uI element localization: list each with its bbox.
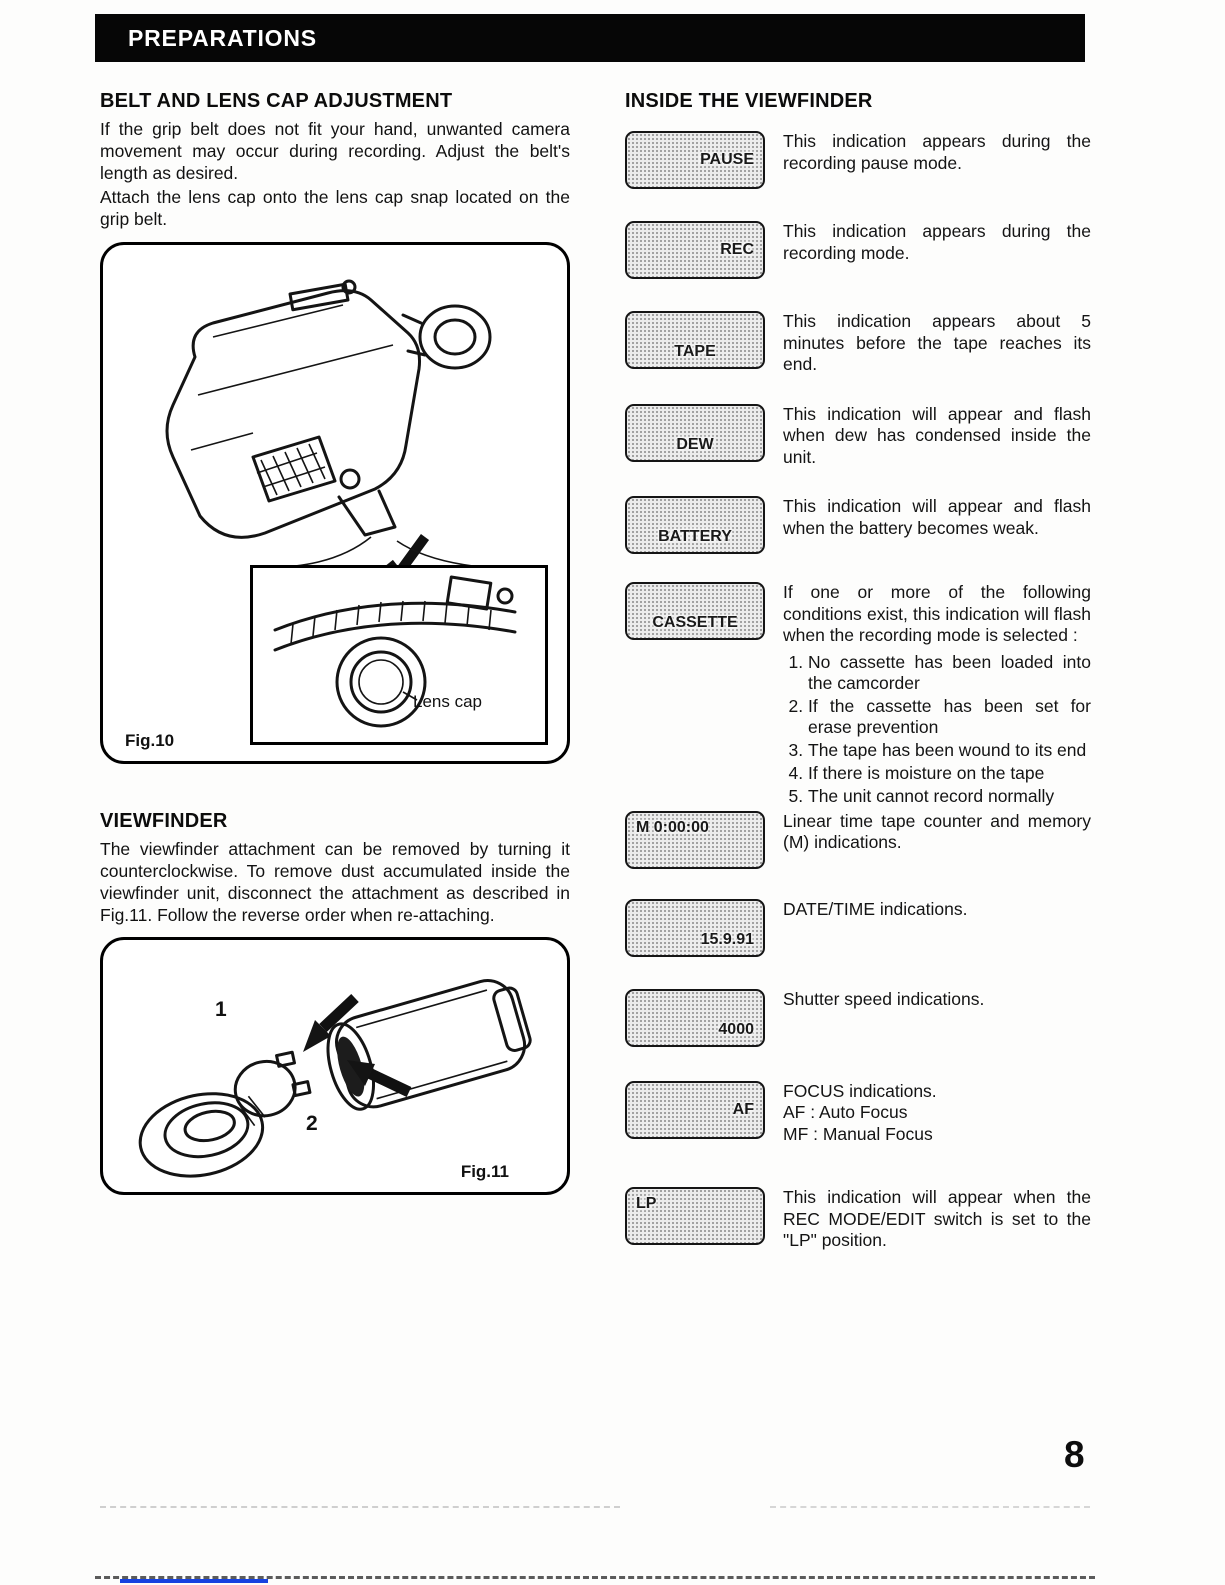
shutter-speed-indicator	[625, 989, 765, 1047]
indicator-row-lp	[625, 1187, 1091, 1252]
focus-indicator	[625, 1081, 765, 1139]
cassette-condition-3: 3. The tape has been wound to its end	[808, 740, 1091, 761]
rec-description: This indication appears during the recording mode.	[783, 221, 1091, 263]
dew-indicator-label: DEW	[676, 435, 714, 453]
indicator-row-focus	[625, 1081, 1091, 1146]
lp-indicator-label: LP	[636, 1195, 657, 1213]
tape-indicator-label: TAPE	[674, 343, 716, 360]
lens-cap-illustration	[253, 568, 545, 742]
cassette-description-text: If one or more of the following conditions exist, this indication will flash when the recording mode is selected :	[783, 582, 1091, 646]
date-time-indicator	[625, 899, 765, 957]
page-header	[95, 14, 1085, 62]
pause-indicator-label: PAUSE	[700, 151, 754, 168]
left-column	[100, 90, 570, 1195]
indicator-row-rec	[625, 221, 1091, 279]
indicator-row-counter	[625, 811, 1091, 869]
figure-10-label: Fig.10	[125, 731, 175, 751]
focus-mf-line: MF : Manual Focus	[783, 1123, 933, 1144]
step-2-number: 2	[306, 1111, 318, 1135]
cassette-indicator-label: CASSETTE	[652, 614, 738, 632]
indicator-list	[625, 131, 1091, 1252]
indicator-row-battery	[625, 496, 1091, 554]
cassette-condition-2: 2. If the cassette has been set for erase prevention	[808, 696, 1091, 738]
page-number: 8	[1064, 1434, 1085, 1475]
figure-10	[100, 242, 570, 764]
shutter-speed-label: 4000	[718, 1020, 754, 1038]
page-header-title: PREPARATIONS	[128, 25, 317, 51]
cassette-condition-4: 4. If there is moisture on the tape	[808, 763, 1091, 784]
focus-af-line: AF : Auto Focus	[783, 1102, 908, 1123]
step-1-number: 1	[215, 997, 227, 1021]
tape-counter-label: M 0:00:00	[636, 818, 709, 836]
dew-description: This indication will appear and flash when dew has condensed inside the unit.	[783, 403, 1091, 467]
battery-description: This indication will appear and flash when the battery becomes weak.	[783, 496, 1091, 538]
focus-description-text: FOCUS indications.	[783, 1080, 937, 1101]
bottom-blue-line	[120, 1579, 268, 1583]
indicator-row-tape	[625, 311, 1091, 376]
dew-indicator	[625, 404, 765, 462]
battery-indicator	[625, 496, 765, 554]
viewfinder-illustration	[103, 940, 559, 1192]
rec-indicator-label: REC	[720, 241, 754, 258]
figure-11	[100, 937, 570, 1195]
cassette-condition-list	[783, 652, 1091, 807]
tape-description: This indication appears about 5 minutes before the tape reaches its end.	[783, 311, 1091, 375]
indicator-row-cassette	[625, 582, 1091, 809]
indicator-row-date	[625, 899, 1091, 957]
lens-cap-detail-box	[250, 565, 548, 745]
shutter-speed-description: Shutter speed indications.	[783, 988, 985, 1009]
indicator-row-dew	[625, 404, 1091, 469]
focus-indicator-label: AF	[732, 1100, 754, 1118]
cassette-condition-1: 1. No cassette has been loaded into the camcorder	[808, 652, 1091, 694]
tape-counter-description: Linear time tape counter and memory (M) indications.	[783, 810, 1091, 853]
viewfinder-paragraph: The viewfinder attachment can be removed by turning it counterclockwise. To remove dust accumulated inside the viewfinder unit, disconnect the attachment as described in Fig.11. Follow the reverse order when re-attaching.	[100, 839, 570, 925]
figure-11-label: Fig.11	[460, 1161, 509, 1181]
indicator-row-shutter	[625, 989, 1091, 1047]
pause-description: This indication appears during the recording pause mode.	[783, 131, 1091, 173]
scan-artifact-line	[770, 1506, 1090, 1508]
belt-paragraph-1: If the grip belt does not fit your hand, unwanted camera movement may occur during recording. Adjust the belt's length as desired.	[100, 119, 570, 183]
viewfinder-section-heading: VIEWFINDER	[100, 810, 228, 833]
lens-cap-label: Lens cap	[413, 692, 482, 712]
date-time-description: DATE/TIME indications.	[783, 898, 968, 919]
cassette-indicator	[625, 582, 765, 640]
indicator-row-pause	[625, 131, 1091, 189]
battery-indicator-label: BATTERY	[658, 528, 732, 546]
tape-counter-indicator	[625, 811, 765, 869]
tape-indicator	[625, 311, 765, 369]
right-column	[625, 90, 1091, 1284]
belt-section-heading: BELT AND LENS CAP ADJUSTMENT	[100, 90, 453, 112]
cassette-description	[783, 582, 1091, 809]
rec-indicator	[625, 221, 765, 279]
lp-indicator	[625, 1187, 765, 1245]
pause-indicator	[625, 131, 765, 189]
belt-paragraph-2: Attach the lens cap onto the lens cap snap located on the grip belt.	[100, 186, 570, 229]
scan-artifact-line	[100, 1506, 620, 1508]
date-time-label: 15.9.91	[700, 930, 754, 948]
focus-description	[783, 1081, 1091, 1146]
inside-viewfinder-heading: INSIDE THE VIEWFINDER	[625, 90, 873, 112]
cassette-condition-5: 5. The unit cannot record normally	[808, 786, 1091, 807]
lp-description: This indication will appear when the REC MODE/EDIT switch is set to the "LP" position.	[783, 1187, 1091, 1251]
